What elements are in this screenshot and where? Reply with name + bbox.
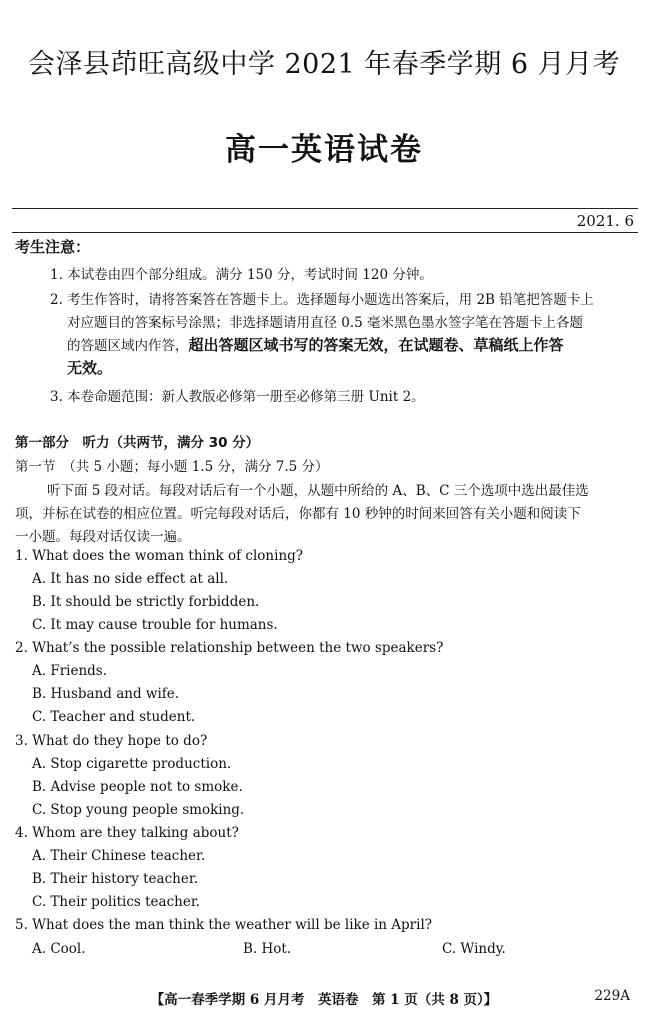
notice-item-2-line-3 bbox=[67, 334, 564, 355]
notice-item-2-warning: 超出答题区域书写的答案无效，在试题卷、草稿纸上作答 bbox=[188, 336, 564, 354]
question-stem: 5. What does the man think the weather will be like in April? bbox=[15, 917, 433, 933]
notice-item-2-line-2: 对应题目的答案标号涂黑；非选择题请用直径 0.5 毫米黑色墨水签字笔在答题卡上各题 bbox=[67, 315, 584, 331]
page-footer: 【高一春季学期 6 月月考 英语卷 第 1 页（共 8 页）】 bbox=[150, 992, 498, 1008]
question-option: A. Cool. bbox=[32, 941, 86, 957]
question-option: B. Their history teacher. bbox=[32, 871, 199, 887]
notice-item-2-warning-end: 无效。 bbox=[67, 359, 113, 377]
question-option: C. Teacher and student. bbox=[32, 709, 196, 725]
question-stem: 2. What’s the possible relationship between the two speakers? bbox=[15, 640, 444, 656]
notice-item-1: 1. 本试卷由四个部分组成。满分 150 分，考试时间 120 分钟。 bbox=[50, 267, 433, 283]
exam-subtitle: 高一英语试卷 bbox=[225, 132, 423, 168]
notice-item-3: 3. 本卷命题范围：新人教版必修第一册至必修第三册 Unit 2。 bbox=[50, 389, 425, 405]
question-option: B. It should be strictly forbidden. bbox=[32, 594, 260, 610]
question-option: A. Friends. bbox=[32, 663, 108, 679]
notice-divider bbox=[12, 232, 638, 233]
question-option: B. Husband and wife. bbox=[32, 686, 180, 702]
question-option: B. Hot. bbox=[243, 941, 292, 957]
question-stem: 1. What does the woman think of cloning? bbox=[15, 548, 304, 564]
question-stem: 3. What do they hope to do? bbox=[15, 733, 208, 749]
header-divider bbox=[12, 208, 638, 209]
part-1-heading: 第一部分 听力（共两节，满分 30 分） bbox=[15, 435, 260, 451]
question-stem: 4. Whom are they talking about? bbox=[15, 825, 239, 841]
notice-title: 考生注意： bbox=[15, 238, 91, 256]
instructions-line-1: 听下面 5 段对话。每段对话后有一个小题，从题中所给的 A、B、C 三个选项中选出最佳选 bbox=[47, 483, 589, 499]
exam-date: 2021. 6 bbox=[576, 212, 634, 230]
exam-title: 会泽县茚旺高级中学 2021 年春季学期 6 月月考 bbox=[27, 49, 621, 80]
question-option: A. Stop cigarette production. bbox=[32, 756, 232, 772]
paper-code: 229A bbox=[594, 988, 630, 1004]
question-option: A. Their Chinese teacher. bbox=[32, 848, 206, 864]
question-option: C. Windy. bbox=[442, 941, 506, 957]
question-option: C. Stop young people smoking. bbox=[32, 802, 245, 818]
instructions-line-3: 一小题。每段对话仅读一遍。 bbox=[15, 529, 191, 545]
notice-item-2-line-1: 2. 考生作答时，请将答案答在答题卡上。选择题每小题选出答案后，用 2B 铅笔把答题卡上 bbox=[50, 292, 594, 308]
question-option: C. It may cause trouble for humans. bbox=[32, 617, 278, 633]
notice-item-2-normal-text: 的答题区域内作答， bbox=[67, 338, 189, 354]
question-option: C. Their politics teacher. bbox=[32, 894, 201, 910]
question-option: B. Advise people not to smoke. bbox=[32, 779, 243, 795]
question-option: A. It has no side effect at all. bbox=[32, 571, 229, 587]
section-1-heading: 第一节 （共 5 小题；每小题 1.5 分，满分 7.5 分） bbox=[15, 459, 329, 475]
instructions-line-2: 项，并标在试卷的相应位置。听完每段对话后，你都有 10 秒钟的时间来回答有关小题和阅读下 bbox=[15, 506, 581, 522]
